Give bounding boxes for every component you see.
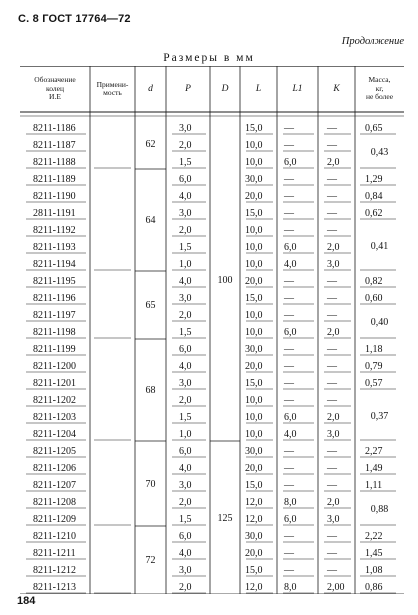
cell-l1: — (284, 565, 294, 576)
cell-l: 10,0 (245, 242, 263, 253)
row-designation: 8211-1188 (33, 157, 76, 168)
cell-k: — (327, 565, 337, 576)
cell-l1: — (284, 463, 294, 474)
cell-l: 30,0 (245, 174, 263, 185)
cell-k: — (327, 344, 337, 355)
row-designation: 8211-1201 (33, 378, 76, 389)
cell-k: — (327, 378, 337, 389)
cell-l1: — (284, 378, 294, 389)
row-designation: 8211-1198 (33, 327, 76, 338)
cell-l: 20,0 (245, 548, 263, 559)
row-designation: 8211-1212 (33, 565, 76, 576)
row-designation: 8211-1213 (33, 582, 76, 593)
cell-p: 2,0 (179, 225, 192, 236)
cell-l: 10,0 (245, 310, 263, 321)
cell-l: 12,0 (245, 514, 263, 525)
row-designation: 8211-1194 (33, 259, 76, 270)
cell-k: — (327, 140, 337, 151)
cell-mass: 1,11 (365, 480, 383, 491)
cell-mass: 0,86 (365, 582, 383, 593)
data-table (20, 66, 404, 594)
cell-p: 1,5 (179, 412, 192, 423)
row-designation: 8211-1207 (33, 480, 76, 491)
cell-p: 3,0 (179, 565, 192, 576)
cell-k: — (327, 480, 337, 491)
row-designation: 8211-1205 (33, 446, 76, 457)
cell-l: 12,0 (245, 582, 263, 593)
cell-l1: — (284, 225, 294, 236)
cell-mass: 1,29 (365, 174, 383, 185)
cell-l1: 6,0 (284, 412, 297, 423)
cell-p: 4,0 (179, 361, 192, 372)
page-header: С. 8 ГОСТ 17764—72 (18, 13, 131, 25)
cell-k: — (327, 293, 337, 304)
cell-l1: — (284, 140, 294, 151)
cell-p: 1,5 (179, 514, 192, 525)
cell-mass: 0,57 (365, 378, 383, 389)
cell-l: 15,0 (245, 565, 263, 576)
column-header-applicability: Примени- мость (96, 79, 129, 97)
cell-l: 15,0 (245, 123, 263, 134)
row-designation: 8211-1192 (33, 225, 76, 236)
cell-k: — (327, 548, 337, 559)
cell-p: 1,5 (179, 242, 192, 253)
row-designation: 8211-1210 (33, 531, 76, 542)
row-designation: 8211-1202 (33, 395, 76, 406)
merged-mass: 0,88 (370, 504, 389, 515)
row-designation: 8211-1190 (33, 191, 76, 202)
cell-k: — (327, 174, 337, 185)
cell-k: — (327, 395, 337, 406)
cell-mass: 0,62 (365, 208, 383, 219)
cell-p: 4,0 (179, 548, 192, 559)
cell-k: 3,0 (327, 429, 340, 440)
merged-mass: 0,43 (370, 147, 389, 158)
row-designation: 8211-1206 (33, 463, 76, 474)
row-designation: 8211-1193 (33, 242, 76, 253)
cell-l1: — (284, 191, 294, 202)
row-designation: 8211-1189 (33, 174, 76, 185)
cell-l: 10,0 (245, 429, 263, 440)
cell-p: 1,5 (179, 157, 192, 168)
cell-l: 15,0 (245, 378, 263, 389)
cell-l: 30,0 (245, 446, 263, 457)
cell-k: 2,0 (327, 242, 340, 253)
cell-l: 10,0 (245, 259, 263, 270)
cell-p: 2,0 (179, 395, 192, 406)
cell-l1: — (284, 276, 294, 287)
cell-k: — (327, 276, 337, 287)
row-designation: 8211-1187 (33, 140, 76, 151)
cell-k: 3,0 (327, 259, 340, 270)
cell-k: 2,0 (327, 157, 340, 168)
cell-l1: — (284, 208, 294, 219)
column-header-k: K (333, 83, 340, 94)
column-header-l1: L1 (292, 83, 303, 94)
cell-p: 6,0 (179, 344, 192, 355)
cell-p: 3,0 (179, 378, 192, 389)
cell-k: 2,0 (327, 327, 340, 338)
cell-p: 6,0 (179, 446, 192, 457)
merged-d: 70 (145, 478, 156, 490)
cell-l: 10,0 (245, 225, 263, 236)
cell-mass: 1,49 (365, 463, 383, 474)
continuation-label: Продолжение (341, 36, 404, 47)
merged-d: 64 (145, 215, 156, 226)
row-designation: 8211-1208 (33, 497, 76, 508)
cell-l: 10,0 (245, 412, 263, 423)
cell-l: 10,0 (245, 157, 263, 168)
cell-k: — (327, 446, 337, 457)
row-designation: 8211-1211 (33, 548, 76, 559)
cell-l: 15,0 (245, 293, 263, 304)
merged-d: 65 (145, 300, 156, 311)
column-header-designation: Обозначение колец И.Е (34, 75, 76, 102)
cell-l1: — (284, 310, 294, 321)
column-header-d: D (221, 83, 229, 94)
row-designation: 8211-1204 (33, 429, 76, 440)
row-designation: 8211-1209 (33, 514, 76, 525)
cell-l1: — (284, 174, 294, 185)
cell-k: — (327, 191, 337, 202)
cell-k: 2,0 (327, 497, 340, 508)
cell-k: 2,00 (327, 582, 345, 593)
column-header-p: P (185, 83, 191, 94)
cell-p: 4,0 (179, 276, 192, 287)
cell-l1: — (284, 446, 294, 457)
cell-l1: 6,0 (284, 514, 297, 525)
cell-l1: 6,0 (284, 327, 297, 338)
cell-l: 15,0 (245, 208, 263, 219)
cell-p: 2,0 (179, 497, 192, 508)
merged-d: 125 (217, 512, 233, 524)
cell-mass: 0,82 (365, 276, 383, 287)
cell-p: 3,0 (179, 123, 192, 134)
cell-p: 4,0 (179, 463, 192, 474)
merged-d: 68 (145, 385, 156, 396)
cell-l: 30,0 (245, 531, 263, 542)
cell-p: 6,0 (179, 531, 192, 542)
cell-p: 1,0 (179, 429, 192, 440)
cell-l: 12,0 (245, 497, 263, 508)
cell-p: 1,5 (179, 327, 192, 338)
cell-mass: 2,27 (365, 446, 383, 457)
cell-k: 2,0 (327, 412, 340, 423)
cell-l: 15,0 (245, 480, 263, 491)
cell-mass: 0,60 (365, 293, 383, 304)
row-designation: 8211-1195 (33, 276, 76, 287)
row-designation: 8211-1203 (33, 412, 76, 423)
cell-l: 10,0 (245, 327, 263, 338)
cell-l: 20,0 (245, 361, 263, 372)
page-number: 184 (17, 595, 36, 607)
cell-p: 2,0 (179, 310, 192, 321)
cell-l: 30,0 (245, 344, 263, 355)
cell-p: 4,0 (179, 191, 192, 202)
column-header-mass: Масса, кг, не более (365, 75, 394, 102)
cell-k: — (327, 361, 337, 372)
cell-k: — (327, 310, 337, 321)
merged-mass: 0,37 (370, 410, 389, 422)
row-designation: 8211-1197 (33, 310, 76, 321)
cell-p: 3,0 (179, 293, 192, 304)
cell-p: 6,0 (179, 174, 192, 185)
dimensions-caption: Размеры в мм (163, 52, 255, 64)
cell-p: 2,0 (179, 140, 192, 151)
cell-mass: 1,45 (365, 548, 383, 559)
cell-p: 2,0 (179, 582, 192, 593)
cell-l1: 4,0 (284, 259, 297, 270)
merged-d: 100 (217, 274, 233, 286)
cell-p: 3,0 (179, 480, 192, 491)
cell-mass: 1,08 (365, 565, 383, 576)
row-designation: 2811-1191 (33, 208, 76, 219)
cell-l1: 8,0 (284, 497, 297, 508)
cell-k: — (327, 208, 337, 219)
cell-l1: — (284, 548, 294, 559)
cell-l1: — (284, 480, 294, 491)
cell-k: — (327, 225, 337, 236)
cell-l1: — (284, 344, 294, 355)
merged-mass: 0,41 (370, 240, 389, 252)
cell-l1: — (284, 123, 294, 134)
cell-l1: — (284, 293, 294, 304)
cell-l1: 6,0 (284, 157, 297, 168)
cell-l: 20,0 (245, 191, 263, 202)
column-header-d: d (148, 83, 153, 94)
row-designation: 8211-1199 (33, 344, 76, 355)
cell-l1: 4,0 (284, 429, 297, 440)
cell-mass: 0,79 (365, 361, 383, 372)
row-designation: 8211-1186 (33, 123, 76, 134)
cell-k: — (327, 463, 337, 474)
cell-l: 20,0 (245, 463, 263, 474)
cell-mass: 1,18 (365, 344, 383, 355)
cell-k: — (327, 531, 337, 542)
cell-mass: 0,65 (365, 123, 383, 134)
cell-p: 3,0 (179, 208, 192, 219)
cell-l1: — (284, 531, 294, 542)
cell-mass: 0,84 (365, 191, 383, 202)
cell-l1: — (284, 395, 294, 406)
cell-l: 20,0 (245, 276, 263, 287)
row-designation: 8211-1196 (33, 293, 76, 304)
cell-k: — (327, 123, 337, 134)
cell-l: 10,0 (245, 140, 263, 151)
cell-l1: — (284, 361, 294, 372)
cell-l1: 8,0 (284, 582, 297, 593)
row-designation: 8211-1200 (33, 361, 76, 372)
cell-mass: 2,22 (365, 531, 383, 542)
merged-d: 72 (145, 555, 156, 566)
cell-p: 1,0 (179, 259, 192, 270)
cell-l1: 6,0 (284, 242, 297, 253)
merged-d: 62 (145, 138, 156, 150)
merged-mass: 0,40 (370, 317, 389, 328)
cell-l: 10,0 (245, 395, 263, 406)
cell-k: 3,0 (327, 514, 340, 525)
column-header-l: L (255, 83, 262, 94)
